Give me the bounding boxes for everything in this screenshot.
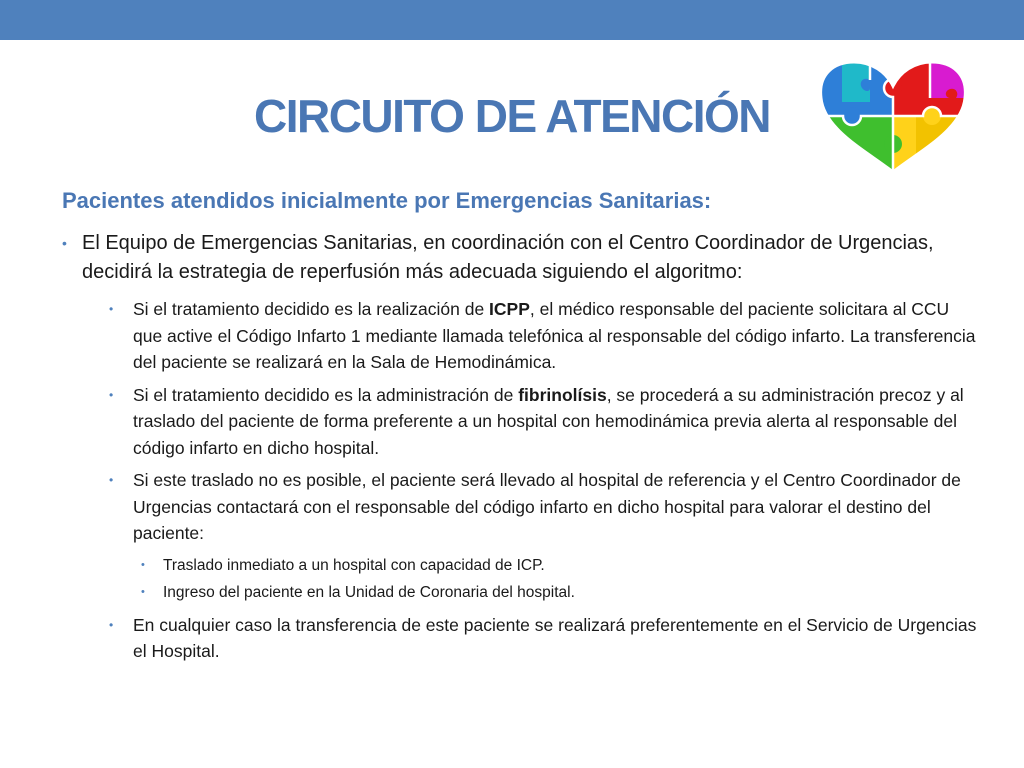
bullet-icon: •: [141, 585, 145, 598]
icpp-text-after: , el médico responsable del paciente solicitara al CCU que active el Código Infarto 1 mediante llamada telefónica al responsable del código infarto. La transferencia del paciente se realizará en la Sala de Hemodinámica.: [133, 299, 976, 372]
traslado-option: [133, 552, 982, 579]
fibrinolisis-text-before: Si el tratamiento decidido es la administración de: [133, 384, 519, 405]
slide-title: CIRCUITO DE ATENCIÓN: [253, 90, 771, 142]
sub-bullet-list: [82, 296, 982, 665]
bullet-icon: •: [141, 558, 145, 571]
icpp-bold: ICPP: [489, 299, 530, 319]
main-bullet-list: [62, 229, 982, 671]
traslado-option-text: Ingreso del paciente en la Unidad de Coronaria del hospital.: [163, 583, 575, 601]
icpp-text-before: Si el tratamiento decidido es la realización de: [133, 299, 490, 319]
puzzle-heart-icon: [812, 58, 974, 176]
traslado-option-text: Traslado inmediato a un hospital con capacidad de ICP.: [163, 556, 545, 574]
traslado-option: [133, 579, 982, 606]
section-subtitle: Pacientes atendidos inicialmente por Emergencias Sanitarias:: [62, 188, 712, 213]
bullet-icon: •: [109, 473, 114, 487]
fibrinolisis-text-after: , se procederá a su administración precoz y al traslado del paciente de forma preferente a un hospital con hemodinámica previa alerta al responsable del código infarto en dicho hospital.: [133, 384, 964, 458]
bullet-icon: •: [109, 302, 114, 316]
cualquier-caso-text: En cualquier caso la transferencia de este paciente se realizará preferentemente en el Servicio de Urgencias el Hospital.: [133, 614, 977, 661]
sub-bullet-traslado: [103, 467, 982, 606]
sub-bullet-fibrinolisis: [103, 382, 982, 462]
bullet-icon: •: [109, 617, 114, 632]
traslado-text: Si este traslado no es posible, el paciente será llevado al hospital de referencia y el Centro Coordinador de Urgencias contactará con el responsable del código infarto en dicho hospital para valorar el destino del paciente:: [133, 470, 961, 543]
bullet-icon: •: [62, 235, 67, 251]
bullet-icon: •: [109, 387, 114, 402]
main-bullet-text: El Equipo de Emergencias Sanitarias, en coordinación con el Centro Coordinador de Urgencias, decidirá la estrategia de reperfusión más adecuada siguiendo el algoritmo:: [82, 232, 934, 283]
traslado-options-list: [133, 552, 982, 606]
sub-bullet-icpp: [103, 296, 982, 376]
main-bullet-item: [62, 229, 982, 665]
fibrinolisis-bold: fibrinolísis: [518, 384, 607, 405]
sub-bullet-cualquier-caso: [103, 612, 982, 665]
header-bar: [0, 0, 1024, 40]
